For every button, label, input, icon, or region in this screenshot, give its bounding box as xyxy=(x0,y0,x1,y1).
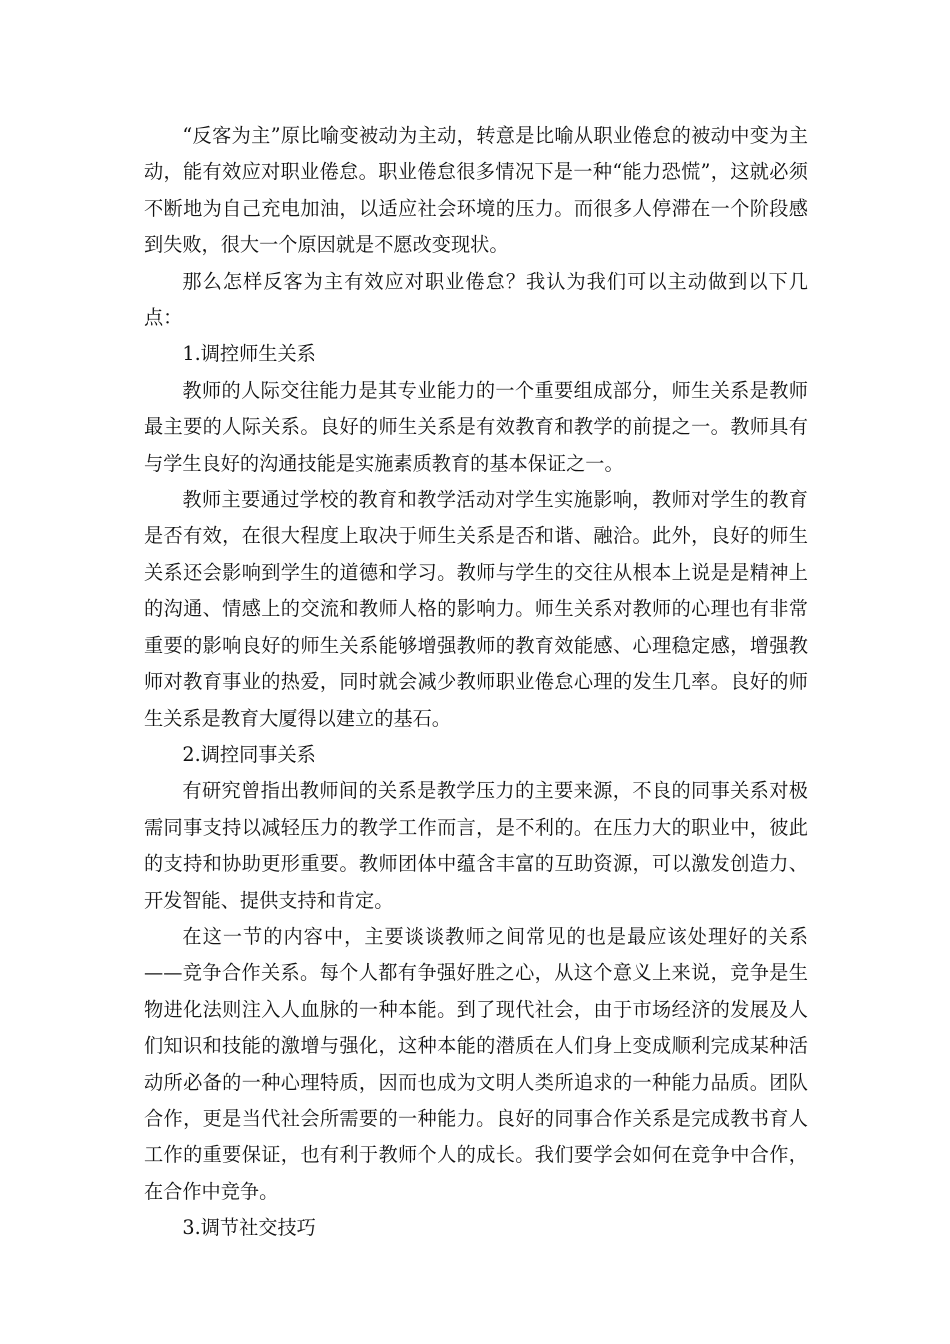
section-heading-colleague: 2.调控同事关系 xyxy=(182,742,316,766)
section-heading-social-skills: 3.调节社交技巧 xyxy=(182,1216,316,1240)
paragraph-colleague-1: 有研究曾指出教师间的关系是教学压力的主要来源，不良的同事关系对极需同事支持以减轻压力的教学工作而言，是不利的。在压力大的职业中，彼此的支持和协助更形重要。教师团体中蕴含丰富的互助资源，可以激发创造力、开发智能、提供支持和肯定。 xyxy=(144,779,808,912)
paragraph-teacher-student-2: 教师主要通过学校的教育和教学活动对学生实施影响，教师对学生的教育是否有效，在很大程度上取决于师生关系是否和谐、融洽。此外，良好的师生关系还会影响到学生的道德和学习。教师与学生的交往从根本上说是是精神上的沟通、情感上的交流和教师人格的影响力。师生关系对教师的心理也有非常重要的影响良好的师生关系能够增强教师的教育效能感、心理稳定感，增强教师对教育事业的热爱，同时就会减少教师职业倦怠心理的发生几率。良好的师生关系是教育大厦得以建立的基石。 xyxy=(144,488,808,730)
document-page xyxy=(144,118,808,1247)
section-heading-teacher-student: 1.调控师生关系 xyxy=(182,342,316,366)
paragraph-intro: “反客为主”原比喻变被动为主动，转意是比喻从职业倦怠的被动中变为主动，能有效应对职业倦怠。职业倦怠很多情况下是一种“能力恐慌”，这就必须不断地为自己充电加油，以适应社会环境的压力。而很多人停滞在一个阶段感到失败，很大一个原因就是不愿改变现状。 xyxy=(144,124,808,257)
paragraph-colleague-2: 在这一节的内容中，主要谈谈教师之间常见的也是最应该处理好的关系——竞争合作关系。每个人都有争强好胜之心，从这个意义上来说，竞争是生物进化法则注入人血脉的一种本能。到了现代社会，由于市场经济的发展及人们知识和技能的激增与强化，这种本能的潜质在人们身上变成顺利完成某种活动所必备的一种心理特质，因而也成为文明人类所追求的一种能力品质。团队合作，更是当代社会所需要的一种能力。良好的同事合作关系是完成教书育人工作的重要保证，也有利于教师个人的成长。我们要学会如何在竞争中合作，在合作中竞争。 xyxy=(144,924,808,1203)
paragraph-question: 那么怎样反客为主有效应对职业倦怠？我认为我们可以主动做到以下几点： xyxy=(144,269,808,330)
paragraph-teacher-student-1: 教师的人际交往能力是其专业能力的一个重要组成部分，师生关系是教师最主要的人际关系。良好的师生关系是有效教育和教学的前提之一。教师具有与学生良好的沟通技能是实施素质教育的基本保证之一。 xyxy=(144,378,808,475)
